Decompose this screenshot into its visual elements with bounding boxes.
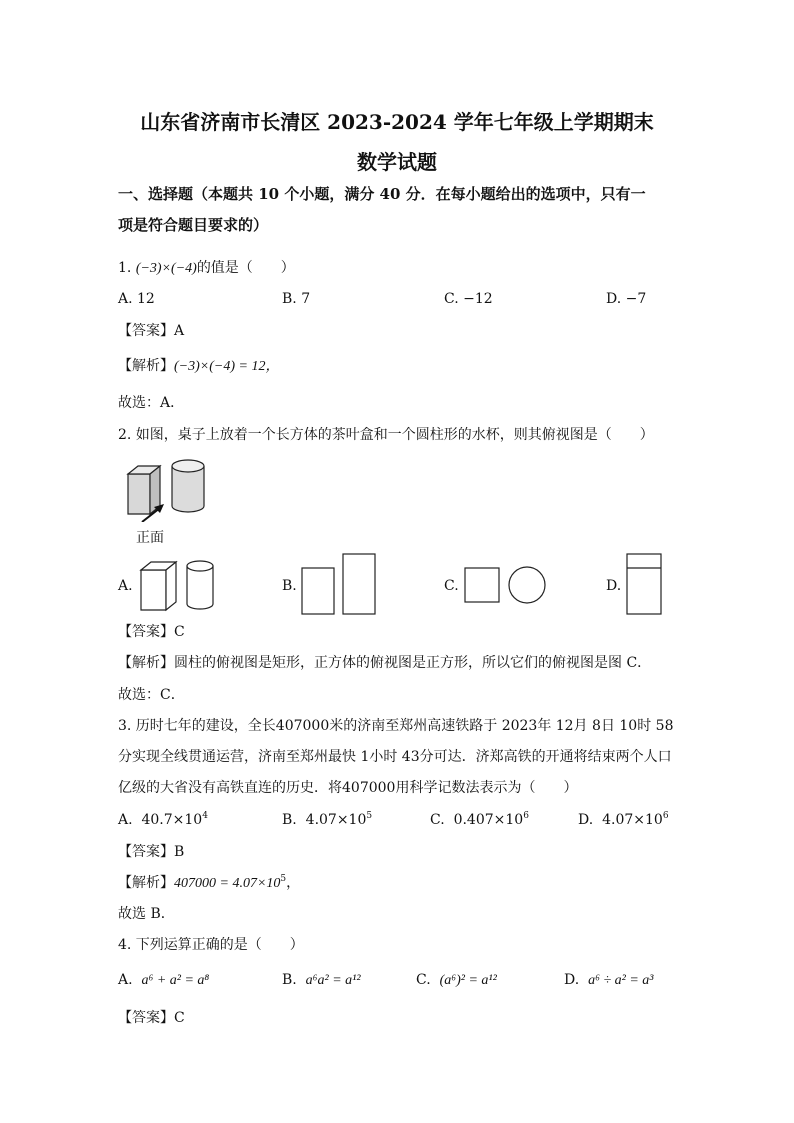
- analysis-tail: ，: [286, 875, 301, 891]
- q4-option-c: [416, 970, 497, 991]
- q2-answer: [118, 622, 185, 642]
- answer-value: B: [174, 844, 185, 860]
- question-1-stem: [118, 258, 295, 279]
- option-exponent: 6: [662, 811, 669, 821]
- q3-conclusion: 故选 B．: [118, 906, 175, 922]
- q1-answer: [118, 321, 184, 341]
- document-title: 山东省济南市长清区 2023-2024 学年七年级上学期期末: [140, 110, 654, 134]
- option-base: 4.07×10: [602, 812, 663, 828]
- q2-analysis: [118, 653, 651, 673]
- question-3-stem-line1: 3. 历时七年的建设，全长407000米的济南至郑州高速铁路于 2023年 12月 8日 10时 58: [118, 718, 674, 734]
- question-2-stem: 2. 如图，桌子上放着一个长方体的茶叶盒和一个圆柱形的水杯，则其俯视图是（ ）: [118, 427, 654, 443]
- question-1-expression: (−3)×(−4): [135, 261, 197, 276]
- q2-option-a-figure: [138, 556, 220, 614]
- question-number: 1.: [118, 260, 132, 276]
- q1-analysis: [118, 356, 279, 377]
- q4-option-a: [118, 970, 209, 991]
- q4-option-b: [282, 970, 361, 991]
- q1-option-a: A. 12: [118, 291, 155, 307]
- analysis-tag: 【解析】: [118, 358, 174, 374]
- q1-option-b: B. 7: [282, 291, 311, 307]
- option-base: 40.7×10: [141, 812, 203, 828]
- q2-option-c-label: C.: [444, 578, 459, 594]
- answer-tag: 【答案】: [118, 323, 174, 339]
- analysis-tag: 【解析】: [118, 655, 174, 671]
- q1-conclusion: 故选：A．: [118, 395, 185, 411]
- section-header-line2: 项是符合题目要求的）: [118, 216, 269, 234]
- q3-option-a: [118, 810, 208, 830]
- analysis-text: (−3)×(−4) = 12，: [174, 359, 280, 374]
- answer-value: A: [174, 323, 185, 339]
- answer-tag: 【答案】: [118, 624, 174, 640]
- question-3-stem-line2: 分实现全线贯通运营，济南至郑州最快 1小时 43分可达．济郑高铁的开通将结束两个人口: [118, 749, 672, 765]
- option-expression: a⁶ ÷ a² = a³: [588, 973, 654, 988]
- option-expression: a⁶a² = a¹²: [305, 973, 361, 988]
- q1-option-d: D. −7: [606, 291, 647, 307]
- q2-conclusion: 故选：C．: [118, 687, 185, 703]
- front-label: 正面: [136, 530, 164, 546]
- analysis-tag: 【解析】: [118, 875, 174, 891]
- answer-tag: 【答案】: [118, 1010, 174, 1026]
- question-4-stem: 4. 下列运算正确的是（ ）: [118, 937, 304, 953]
- q4-option-d: [564, 970, 654, 991]
- option-label: A.: [118, 972, 133, 988]
- q3-answer: [118, 842, 184, 862]
- q4-answer: [118, 1008, 185, 1028]
- q3-option-c: [430, 810, 529, 830]
- q3-option-d: [578, 810, 669, 830]
- q2-option-b-label: B.: [282, 578, 297, 594]
- option-label: C.: [416, 972, 431, 988]
- question-3-stem-line3: 亿级的大省没有高铁直连的历史．将407000用科学记数法表示为（ ）: [118, 780, 578, 796]
- option-label: D.: [578, 812, 594, 828]
- question-1-text: 的值是（ ）: [196, 260, 295, 276]
- option-label: B.: [282, 972, 297, 988]
- answer-value: C: [174, 624, 185, 640]
- analysis-exponent: 5: [280, 874, 287, 884]
- q2-main-figure: [122, 456, 222, 522]
- q2-option-c-figure: [462, 564, 548, 606]
- answer-value: C: [174, 1010, 185, 1026]
- analysis-base: 407000 = 4.07×10: [174, 876, 281, 891]
- q3-option-b: [282, 810, 372, 830]
- analysis-text: 圆柱的俯视图是矩形，正方体的俯视图是正方形，所以它们的俯视图是图 C．: [174, 655, 652, 671]
- option-base: 4.07×10: [305, 812, 367, 828]
- q2-option-a-label: A.: [118, 578, 133, 594]
- option-label: B.: [282, 812, 297, 828]
- q2-option-d-figure: [625, 552, 665, 616]
- option-expression: a⁶ + a² = a⁸: [141, 973, 210, 988]
- q2-option-d-label: D.: [606, 578, 622, 594]
- option-exponent: 5: [366, 811, 373, 821]
- option-label: A.: [118, 812, 133, 828]
- document-subtitle: 数学试题: [357, 150, 437, 174]
- option-base: 0.407×10: [453, 812, 524, 828]
- answer-tag: 【答案】: [118, 844, 174, 860]
- q3-analysis: [118, 873, 300, 894]
- q2-option-b-figure: [300, 552, 380, 616]
- option-exponent: 6: [523, 811, 529, 821]
- option-label: C.: [430, 812, 445, 828]
- option-label: D.: [564, 972, 580, 988]
- section-header-line1: 一、选择题（本题共 10 个小题，满分 40 分．在每小题给出的选项中，只有一: [118, 185, 646, 203]
- q1-option-c: C. −12: [444, 291, 493, 307]
- option-exponent: 4: [202, 811, 208, 821]
- option-expression: (a⁶)² = a¹²: [439, 973, 497, 988]
